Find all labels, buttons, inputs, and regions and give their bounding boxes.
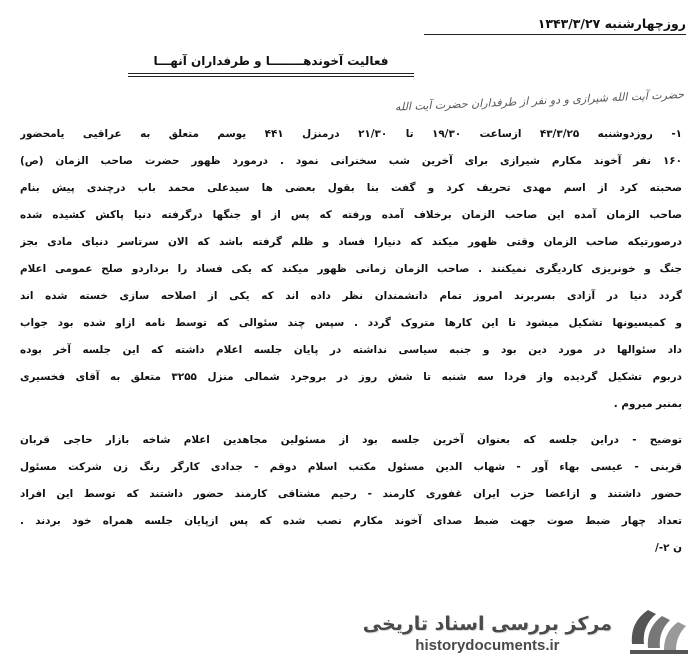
- explanation-line-4: تعداد چهار ضبط صوت جهت ضبط صدای آخوند مکارم نصب شده که پس ازپایان جلسه همراه خود بردند .: [20, 515, 682, 527]
- watermark-fa: مرکز بررسی اسناد تاریخی: [362, 613, 612, 635]
- explanation-line-3: حضور داشتند و ازاعضا حزب ایران غفوری کارمند - رحیم مشتاقی کارمند حضور داشتند که توسط این افراد: [20, 488, 682, 500]
- explanation-line-2: قربنی - عیسی بهاء آور - شهاب الدین مسئول مکتب اسلام دوقم - جدادی کارگر رنگ زن شرکت مسئول: [20, 461, 682, 473]
- body-line-1: ۱- روزدوشنبه ۴۳/۳/۲۵ ازساعت ۱۹/۳۰ تا ۲۱/۳۰ درمنزل ۴۴۱ یوسم متعلق به عراقیی یامحضور: [20, 128, 682, 140]
- body-line-4: صاحب الزمان آمده این صاحب الزمان برخلاف آمده ورفته که پس از او جنگها درگرفته دنیا پاکش کشیده شده: [20, 209, 682, 221]
- title-underline: [128, 73, 414, 74]
- document-title: فعالیت آخوندهــــــــا و طرفداران آنهـــا: [153, 54, 389, 68]
- body-line-11: بمنبر میروم .: [613, 398, 682, 410]
- handwritten-note: حضرت آیت الله شیرازی و دو نفر از طرفداران حضرت آیت الله: [394, 88, 685, 114]
- body-line-3: صحبته کرد از اسم مهدی تحریف کرد و گفت بنا بقول بعضی ها سیدعلی محمد باب درچندی پیش بنام: [20, 182, 682, 194]
- date-line: روزچهارشنبه ۱۳۴۳/۳/۲۷: [537, 16, 686, 31]
- date-underline: [424, 34, 686, 35]
- body-line-9: داد سئوالها در مورد دین بود و جنبه سیاسی نداشته در پایان جلسه اعلام داشته که این جلسه آخر بوده: [20, 344, 682, 356]
- body-line-7: گردد دنیا در آزادی بسربرند امروز تمام دانشمندان نظر داده اند که یکی از اصلاحه سازی خسته شده اند: [20, 290, 682, 302]
- body-line-5: درصورتیکه صاحب الزمان وقتی ظهور میکند که دنیارا فساد و ظلم گرفته باشد که الان سرتاسر دنیای مادی بجز: [20, 236, 682, 248]
- body-line-2: ۱۶۰ نفر آخوند مکارم شیرازی برای آخرین شب سخنرانی نمود . درمورد ظهور حضرت صاحب الزمان (ص): [20, 155, 682, 167]
- body-line-8: و کمیسیونها تشکیل میشود تا این کارها متروک گردد . سپس چند سئوالی که توسط نامه ازاو شده بود جواب: [20, 317, 682, 329]
- title-underline-double: [128, 76, 414, 77]
- body-line-10: دربوم تشکیل گردیده واز فردا سه شنبه تا شش روز در بروجرد شمالی منزل ۳۲۵۵ متعلق به آقای فخسیری: [20, 371, 682, 383]
- explanation-line-1: توضیح - دراین جلسه که بعنوان آخرین جلسه بود از مسئولین مجاهدین اعلام شاخه بازار حاجی قربان: [20, 434, 682, 446]
- archive-logo-icon: [624, 600, 694, 660]
- watermark: [363, 613, 612, 654]
- body-line-6: جنگ و خونریزی کاردیگری نمیکنند . صاحب الزمان زمانی ظهور میکند که یکی فساد را برداردو صلح عمومی اعلام: [20, 263, 682, 275]
- explanation-line-5: ن ۲-/: [655, 542, 682, 554]
- watermark-en: historydocuments.ir: [415, 637, 560, 654]
